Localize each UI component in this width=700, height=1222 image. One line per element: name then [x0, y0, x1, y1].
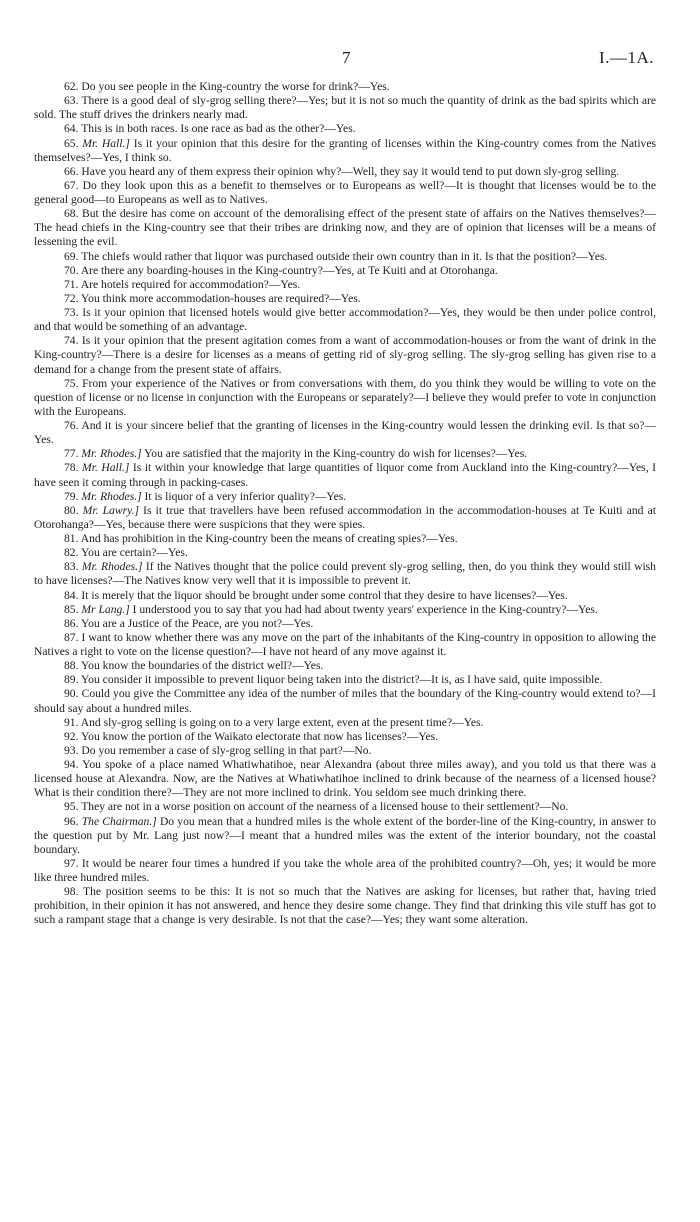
question-text: Is it your opinion that the present agitation comes from a want of accommodation-houses or from the want of drink in the King-country?—There is a desire for licenses as a means of getting rid of sly-grog selling. The sly-grog selling has given rise to a demand for a change from the present state of affairs. — [34, 334, 657, 376]
question-paragraph — [34, 292, 656, 306]
question-number: 74. — [64, 334, 82, 348]
question-text: You are certain?—Yes. — [80, 546, 188, 560]
question-paragraph — [34, 815, 656, 857]
question-number: 84. — [64, 588, 82, 602]
question-text: But the desire has come on account of the demoralising effect of the present state of affairs on the Natives themselves?—The head chiefs in the King-country see that their tribes are drinking now, and they are of opinion that licenses will be a means of lessening the evil. — [34, 207, 657, 249]
question-number: 75. — [64, 376, 83, 390]
question-text: Is it your opinion that licensed hotels would give better accommodation?—Yes, they would be then under police control, and that would be something of an advantage. — [34, 306, 656, 334]
speaker-name: Mr. Rhodes.] — [81, 560, 143, 574]
question-text: Are hotels required for accommodation?—Yes. — [80, 277, 301, 291]
question-number: 70. — [64, 263, 81, 277]
question-text: And it is your sincere belief that the granting of licenses in the King-country would lessen the drinking evil. Is that so?—Yes. — [34, 419, 656, 447]
question-text: They are not in a worse position on account of the nearness of a licensed house to their settlement?—No. — [81, 800, 569, 814]
question-text: You are satisfied that the majority in the King-country do wish for licenses?—Yes. — [144, 447, 528, 461]
question-paragraph — [34, 687, 656, 715]
question-number: 80. — [64, 503, 83, 517]
question-number: 62. — [64, 80, 82, 93]
question-number: 97. — [64, 856, 82, 870]
speaker-name: Mr Lang.] — [81, 602, 130, 616]
question-paragraph — [34, 447, 656, 461]
question-number: 65. — [64, 136, 83, 150]
question-paragraph — [34, 800, 656, 814]
question-text: I understood you to say that you had had about twenty years' experience in the King-country?—Yes. — [132, 602, 598, 616]
question-number: 87. — [64, 630, 82, 644]
question-text: Do you see people in the King-country the worse for drink?—Yes. — [81, 80, 390, 93]
speaker-name: The Chairman.] — [81, 814, 157, 828]
question-number: 69. — [64, 249, 82, 263]
question-paragraph — [34, 631, 656, 659]
speaker-name: Mr. Lawry.] — [82, 503, 139, 517]
question-paragraph — [34, 659, 656, 673]
question-text: It is merely that the liquor should be brought under some control that they desire to have licenses?—Yes. — [81, 588, 568, 602]
question-number: 68. — [64, 207, 82, 221]
question-text: There is a good deal of sly-grog selling there?—Yes; but it is not so much the quantity of drink as the bad spirits which are sold. The stuff drives the drinkers nearly mad. — [34, 94, 656, 122]
question-text: Do you mean that a hundred miles is the whole extent of the border-line of the King-country, in answer to the question put by Mr. Lang just now?—I meant that a hundred miles was the extent of the interior boundary, not the coastal boundary. — [34, 814, 657, 856]
question-text: It is liquor of a very inferior quality?—Yes. — [144, 489, 347, 503]
page-header — [0, 48, 700, 70]
question-paragraph — [34, 122, 656, 136]
question-text: It would be nearer four times a hundred if you take the whole area of the prohibited country?—Oh, yes; it would be more like three hundred miles. — [34, 856, 656, 884]
question-text: You consider it impossible to prevent liquor being taken into the district?—It is, as I have said, quite impossible. — [80, 673, 603, 687]
question-paragraph — [34, 532, 656, 546]
question-text: This is in both races. Is one race as bad as the other?—Yes. — [81, 122, 356, 136]
question-text: Do you remember a case of sly-grog selling in that part?—No. — [81, 743, 372, 757]
question-number: 95. — [64, 800, 82, 814]
question-number: 66. — [64, 164, 82, 178]
question-paragraph — [34, 673, 656, 687]
question-number: 94. — [64, 758, 83, 771]
question-number: 93. — [64, 743, 82, 757]
question-number: 96. — [64, 814, 82, 828]
question-paragraph — [34, 306, 656, 334]
question-number: 76. — [64, 419, 82, 432]
question-paragraph — [34, 334, 656, 376]
question-number: 72. — [64, 291, 81, 305]
question-paragraph — [34, 504, 656, 532]
question-text: You are a Justice of the Peace, are you not?—Yes. — [80, 616, 314, 630]
question-number: 78. — [64, 461, 83, 475]
question-paragraph — [34, 250, 656, 264]
question-text: Do they look upon this as a benefit to themselves or to Europeans as well?—It is thought that licenses would be to the general good—to Europeans as well as to Natives. — [34, 178, 657, 206]
question-number: 91. — [64, 715, 81, 729]
question-paragraph — [34, 137, 656, 165]
question-paragraph — [34, 94, 656, 122]
question-text: And has prohibition in the King-country been the means of creating spies?—Yes. — [80, 532, 458, 545]
question-paragraph — [34, 80, 656, 94]
speaker-name: Mr. Hall.] — [82, 461, 130, 475]
question-number: 81. — [64, 532, 81, 545]
question-text: You know the portion of the Waikato electorate that now has licenses?—Yes. — [80, 729, 439, 743]
question-paragraph — [34, 885, 656, 927]
question-text: You think more accommodation-houses are required?—Yes. — [80, 291, 361, 305]
question-text: Are there any boarding-houses in the King-country?—Yes, at Te Kuiti and at Otorohanga. — [80, 263, 498, 277]
question-paragraph — [34, 730, 656, 744]
question-number: 64. — [64, 122, 82, 136]
question-paragraph — [34, 744, 656, 758]
question-text: And sly-grog selling is going on to a very large extent, even at the present time?—Yes. — [80, 715, 484, 729]
question-paragraph — [34, 857, 656, 885]
question-number: 77. — [64, 447, 82, 461]
question-number: 73. — [64, 306, 83, 319]
question-text: I want to know whether there was any move on the part of the inhabitants of the King-country in opposition to allowing the Natives a right to vote on the license question?—I have not heard of any move against it. — [34, 630, 656, 658]
question-number: 67. — [64, 178, 83, 192]
paper-reference: I.—1A. — [599, 48, 654, 67]
question-text: You know the boundaries of the district well?—Yes. — [80, 659, 324, 673]
question-paragraph — [34, 617, 656, 631]
question-text: Is it your opinion that this desire for the granting of licenses within the King-country comes from the Natives themselves?—Yes, I think so. — [34, 136, 657, 164]
question-text: The position seems to be this: It is not so much that the Natives are asking for licenses, but rather that, having tried prohibition, in their opinion it has not answered, and hence they desire some change. They find that drinking this vile stuff has got to such a rampant stage that a change is very desirable. Is not that the case?—Yes; they want some alteration. — [34, 885, 656, 927]
speaker-name: Mr. Hall.] — [82, 136, 130, 150]
question-paragraph — [34, 377, 656, 419]
question-paragraph — [34, 589, 656, 603]
question-number: 88. — [64, 659, 81, 673]
question-paragraph — [34, 278, 656, 292]
question-number: 89. — [64, 673, 81, 687]
question-number: 63. — [64, 94, 82, 108]
question-text: You spoke of a place named Whatiwhatihoe, near Alexandra (about three miles away), and you told us that there was a licensed house at Alexandra. Now, are the Natives at Whatiwhatihoe inclined to drink because of the nearness of a licensed house? What is their condition there?—They are not more inclined to drink. You seldom see much drinking there. — [34, 758, 656, 800]
evidence-text — [34, 80, 656, 928]
speaker-name: Mr. Rhodes.] — [81, 447, 142, 461]
page-number: 7 — [342, 48, 351, 67]
question-number: 92. — [64, 729, 81, 743]
question-text: Is it true that travellers have been refused accommodation in the accommodation-houses at Te Kuiti and at Otorohanga?—Yes, because there were suspicions that they were spies. — [34, 503, 656, 531]
question-number: 83. — [64, 560, 82, 574]
question-paragraph — [34, 546, 656, 560]
question-number: 86. — [64, 616, 81, 630]
question-number: 79. — [64, 489, 82, 503]
question-paragraph — [34, 560, 656, 588]
question-paragraph — [34, 165, 656, 179]
question-paragraph — [34, 207, 656, 249]
question-number: 71. — [64, 277, 81, 291]
question-text: From your experience of the Natives or from conversations with them, do you think they would be willing to vote on the question of license or no license in conjunction with the Europeans or separately?—I believe they would prefer to vote in conjunction with the Europeans. — [34, 376, 657, 418]
question-text: Is it within your knowledge that large quantities of liquor come from Auckland into the King-country?—Yes, I have seen it coming through in packing-cases. — [34, 461, 656, 489]
question-text: Have you heard any of them express their opinion why?—Well, they say it would tend to put down sly-grog selling. — [81, 164, 620, 178]
question-paragraph — [34, 716, 656, 730]
question-number: 98. — [64, 885, 84, 899]
question-paragraph — [34, 419, 656, 447]
question-paragraph — [34, 603, 656, 617]
question-paragraph — [34, 264, 656, 278]
question-text: Could you give the Committee any idea of the number of miles that the boundary of the King-country would extend to?—I should say about a hundred miles. — [34, 687, 657, 715]
question-number: 82. — [64, 546, 81, 560]
question-text: If the Natives thought that the police could prevent sly-grog selling, then, do you think they would still wish to have licenses?—The Natives know very well that it is impossible to prevent it. — [34, 560, 656, 588]
question-paragraph — [34, 179, 656, 207]
question-paragraph — [34, 490, 656, 504]
question-paragraph — [34, 461, 656, 489]
speaker-name: Mr. Rhodes.] — [81, 489, 142, 503]
question-number: 85. — [64, 602, 82, 616]
question-number: 90. — [64, 687, 82, 701]
question-paragraph — [34, 758, 656, 800]
question-text: The chiefs would rather that liquor was purchased outside their own country than in it. Is that the position?—Yes. — [81, 249, 608, 263]
